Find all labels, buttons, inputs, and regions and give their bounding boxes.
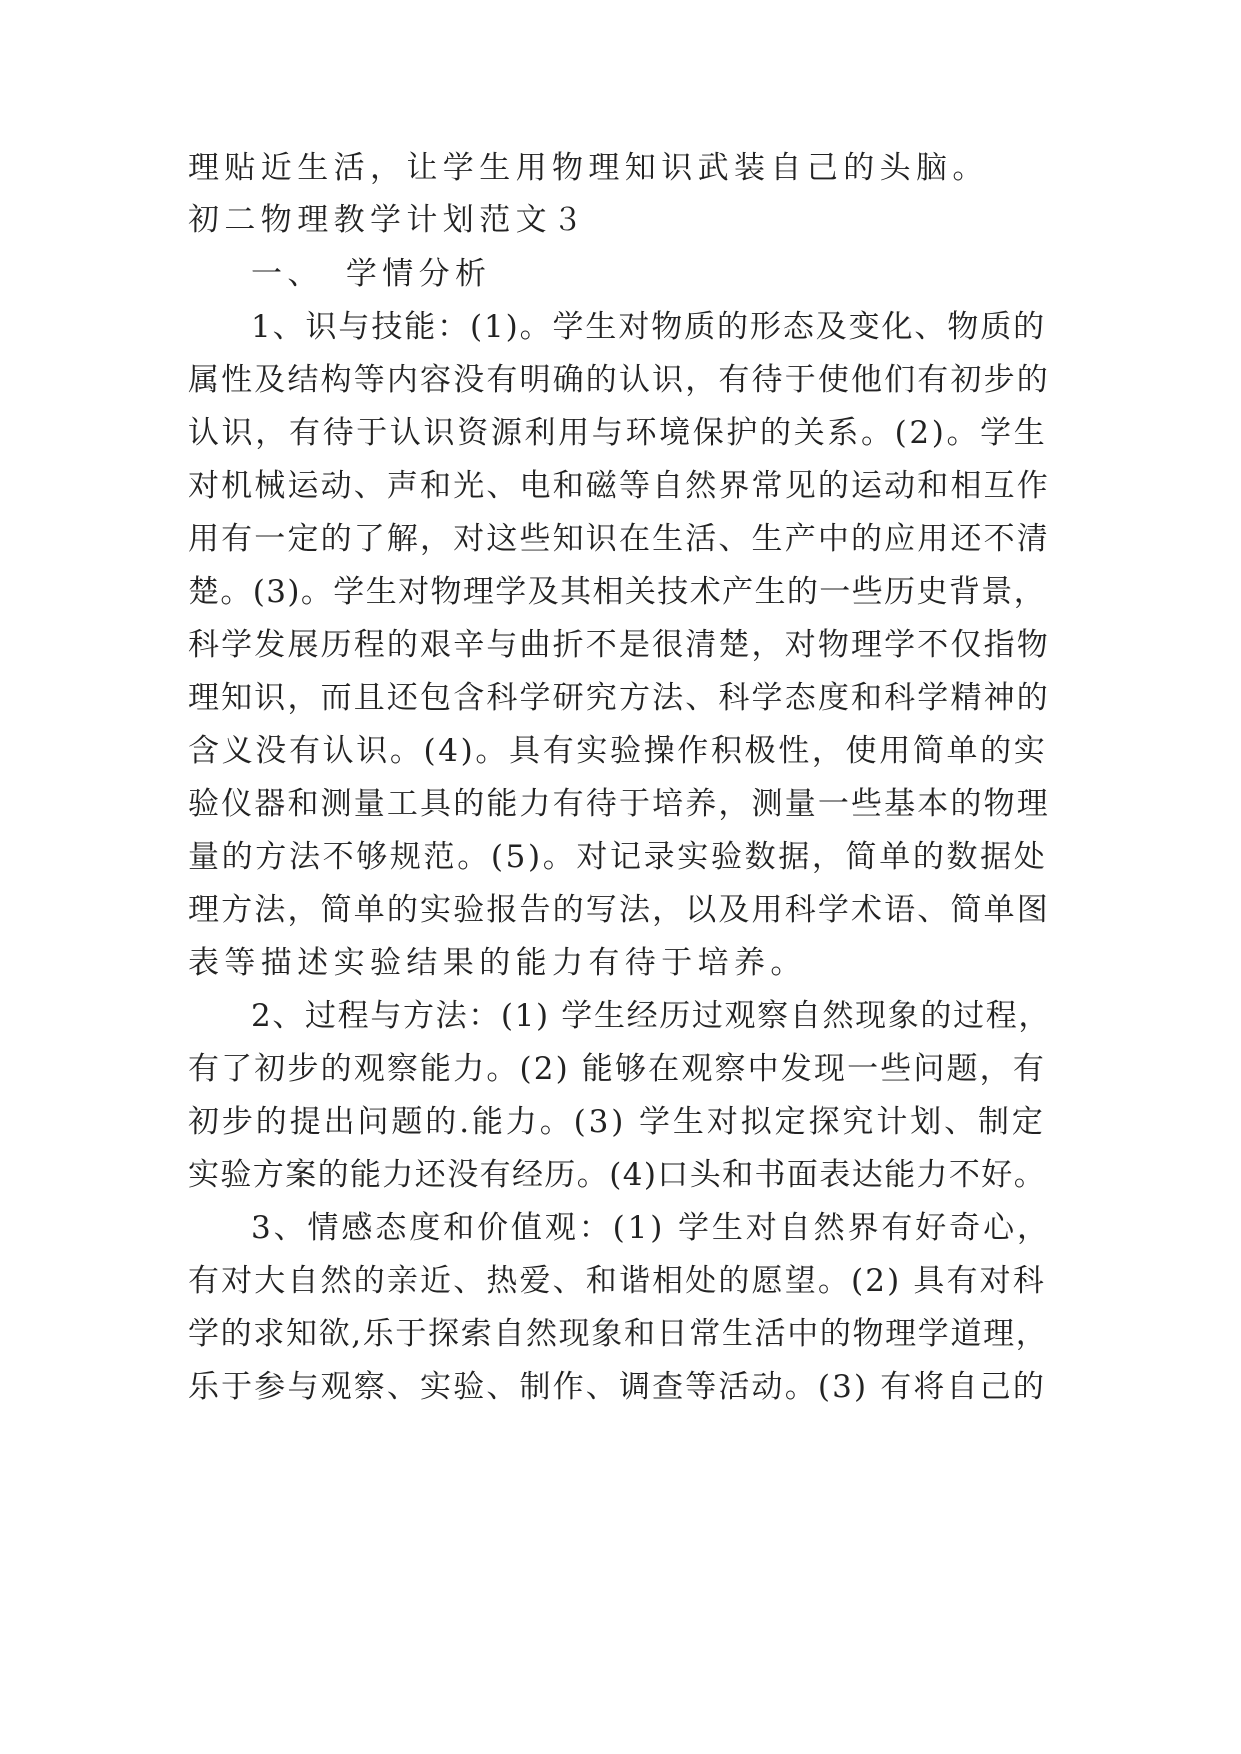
paragraph-line: 乐于参与观察、实验、制作、调查等活动。(3) 有将自己的 — [188, 1369, 1046, 1405]
subheading-title: 学情分析 — [345, 256, 492, 292]
paragraph-line: 学的求知欲,乐于探索自然现象和日常生活中的物理学道理， — [188, 1316, 1049, 1352]
section-heading: 初二物理教学计划范文３ — [188, 202, 589, 238]
subheading-number: 一、 — [251, 256, 324, 292]
paragraph-line: 科学发展历程的艰辛与曲折不是很清楚，对物理学不仅指物 — [188, 627, 1050, 663]
paragraph-line: 理贴近生活，让学生用物理知识武装自己的头脑。 — [188, 150, 989, 186]
paragraph-line: 实验方案的能力还没有经历。(4)口头和书面表达能力不好。 — [188, 1157, 1047, 1193]
paragraph-line: 楚。(3)。学生对物理学及其相关技术产生的一些历史背景， — [188, 574, 1047, 610]
paragraph-line: 理知识，而且还包含科学研究方法、科学态度和科学精神的 — [188, 680, 1050, 716]
paragraph-line: 有了初步的观察能力。(2) 能够在观察中发现一些问题，有 — [188, 1051, 1046, 1087]
paragraph-line: 用有一定的了解，对这些知识在生活、生产中的应用还不清 — [188, 521, 1050, 557]
paragraph-line: 属性及结构等内容没有明确的认识，有待于使他们有初步的 — [188, 362, 1050, 398]
paragraph-line: 对机械运动、声和光、电和磁等自然界常见的运动和相互作 — [188, 468, 1050, 504]
paragraph-line: 有对大自然的亲近、热爱、和谐相处的愿望。(2) 具有对科 — [188, 1263, 1046, 1299]
paragraph-line: 认识，有待于认识资源利用与环境保护的关系。(2)。学生 — [188, 415, 1048, 451]
paragraph-line: 量的方法不够规范。(5)。对记录实验数据，简单的数据处 — [188, 839, 1048, 875]
paragraph-line: 初步的提出问题的.能力。(3) 学生对拟定探究计划、制定 — [188, 1104, 1046, 1140]
subheading — [251, 254, 491, 294]
paragraph-line: 3、情感态度和价值观：(1) 学生对自然界有好奇心， — [251, 1210, 1051, 1246]
paragraph-line: 含义没有认识。(4)。具有实验操作积极性，使用简单的实 — [188, 733, 1048, 769]
paragraph-line: 2、过程与方法：(1) 学生经历过观察自然现象的过程， — [251, 998, 1052, 1034]
paragraph-line: 表等描述实验结果的能力有待于培养。 — [188, 945, 807, 981]
paragraph-line: 验仪器和测量工具的能力有待于培养，测量一些基本的物理 — [188, 786, 1050, 822]
paragraph-line: 1、识与技能：(1)。学生对物质的形态及变化、物质的 — [251, 309, 1047, 345]
paragraph-line: 理方法，简单的实验报告的写法，以及用科学术语、简单图 — [188, 892, 1050, 928]
